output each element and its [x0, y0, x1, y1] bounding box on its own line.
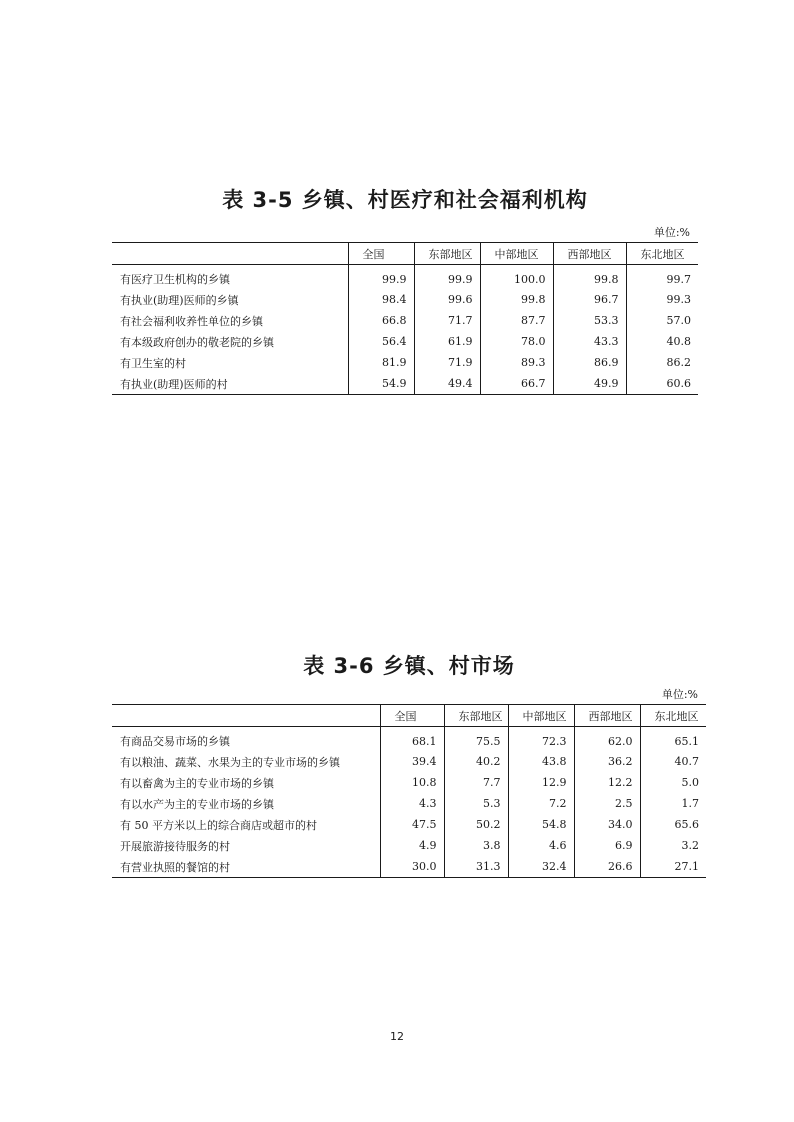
column-header: 全国 — [348, 243, 414, 265]
value-cell: 36.2 — [574, 751, 640, 772]
value-cell: 75.5 — [444, 727, 508, 752]
row-label: 有商品交易市场的乡镇 — [120, 735, 230, 748]
value-cell: 4.6 — [508, 835, 574, 856]
value-cell: 1.7 — [640, 793, 706, 814]
value-cell: 71.7 — [414, 310, 480, 331]
value-cell: 40.7 — [640, 751, 706, 772]
row-label: 有医疗卫生机构的乡镇 — [120, 273, 230, 286]
row-label: 有卫生室的村 — [120, 356, 186, 370]
value-cell: 99.7 — [626, 265, 698, 290]
table-3-6-block — [112, 650, 706, 880]
value-cell: 7.7 — [444, 772, 508, 793]
column-header: 东部地区 — [414, 243, 480, 265]
table-row — [112, 373, 698, 395]
value-cell: 47.5 — [380, 814, 444, 835]
value-cell: 32.4 — [508, 856, 574, 878]
value-cell: 5.0 — [640, 772, 706, 793]
value-cell: 99.8 — [480, 289, 553, 310]
value-cell: 4.3 — [380, 793, 444, 814]
table-row — [112, 331, 698, 352]
column-header: 西部地区 — [553, 243, 626, 265]
row-label: 有社会福利收养性单位的乡镇 — [120, 314, 263, 328]
value-cell: 98.4 — [348, 289, 414, 310]
value-cell: 99.9 — [348, 265, 414, 290]
column-header: 中部地区 — [480, 243, 553, 265]
row-label: 开展旅游接待服务的村 — [120, 839, 230, 853]
value-cell: 72.3 — [508, 727, 574, 752]
column-header: 全国 — [380, 705, 444, 727]
value-cell: 12.9 — [508, 772, 574, 793]
value-cell: 34.0 — [574, 814, 640, 835]
value-cell: 86.9 — [553, 352, 626, 373]
table-header-row — [112, 243, 698, 265]
row-label: 有以水产为主的专业市场的乡镇 — [120, 797, 274, 811]
value-cell: 66.8 — [348, 310, 414, 331]
value-cell: 99.6 — [414, 289, 480, 310]
value-cell: 65.6 — [640, 814, 706, 835]
value-cell: 10.8 — [380, 772, 444, 793]
value-cell: 31.3 — [444, 856, 508, 878]
value-cell: 43.8 — [508, 751, 574, 772]
header-blank-cell — [112, 243, 348, 265]
table-header-row — [112, 705, 706, 727]
value-cell: 81.9 — [348, 352, 414, 373]
row-label: 有以畜禽为主的专业市场的乡镇 — [120, 776, 274, 790]
row-label: 有执业(助理)医师的乡镇 — [120, 293, 239, 307]
table-3-5 — [112, 242, 698, 395]
value-cell: 6.9 — [574, 835, 640, 856]
value-cell: 40.2 — [444, 751, 508, 772]
value-cell: 99.9 — [414, 265, 480, 290]
table-3-5-title: 表 3-5 乡镇、村医疗和社会福利机构 — [222, 188, 588, 212]
column-header: 东部地区 — [444, 705, 508, 727]
value-cell: 49.9 — [553, 373, 626, 395]
value-cell: 40.8 — [626, 331, 698, 352]
value-cell: 68.1 — [380, 727, 444, 752]
column-header: 中部地区 — [508, 705, 574, 727]
value-cell: 60.6 — [626, 373, 698, 395]
value-cell: 62.0 — [574, 727, 640, 752]
value-cell: 53.3 — [553, 310, 626, 331]
value-cell: 5.3 — [444, 793, 508, 814]
value-cell: 100.0 — [480, 265, 553, 290]
value-cell: 4.9 — [380, 835, 444, 856]
table-row — [112, 310, 698, 331]
value-cell: 78.0 — [480, 331, 553, 352]
value-cell: 49.4 — [414, 373, 480, 395]
row-label: 有本级政府创办的敬老院的乡镇 — [120, 335, 274, 349]
table-row — [112, 856, 706, 878]
value-cell: 12.2 — [574, 772, 640, 793]
column-header: 东北地区 — [640, 705, 706, 727]
value-cell: 39.4 — [380, 751, 444, 772]
value-cell: 54.9 — [348, 373, 414, 395]
value-cell: 87.7 — [480, 310, 553, 331]
value-cell: 54.8 — [508, 814, 574, 835]
table-row — [112, 727, 706, 752]
page-number: 12 — [390, 1030, 404, 1043]
value-cell: 66.7 — [480, 373, 553, 395]
value-cell: 7.2 — [508, 793, 574, 814]
row-label: 有营业执照的餐馆的村 — [112, 856, 380, 878]
table-3-6 — [112, 704, 706, 878]
table-row — [112, 814, 706, 835]
value-cell: 86.2 — [626, 352, 698, 373]
value-cell: 96.7 — [553, 289, 626, 310]
row-label: 有执业(助理)医师的村 — [112, 373, 348, 395]
table-3-5-block — [112, 184, 698, 394]
table-3-5-unit: 单位:% — [653, 226, 690, 239]
column-header: 东北地区 — [626, 243, 698, 265]
table-row — [112, 835, 706, 856]
value-cell: 56.4 — [348, 331, 414, 352]
table-3-6-title: 表 3-6 乡镇、村市场 — [303, 654, 515, 678]
value-cell: 3.8 — [444, 835, 508, 856]
value-cell: 57.0 — [626, 310, 698, 331]
value-cell: 71.9 — [414, 352, 480, 373]
table-row — [112, 793, 706, 814]
table-row — [112, 289, 698, 310]
value-cell: 50.2 — [444, 814, 508, 835]
column-header: 西部地区 — [574, 705, 640, 727]
table-3-6-unit: 单位:% — [661, 688, 698, 701]
value-cell: 43.3 — [553, 331, 626, 352]
header-blank-cell — [112, 705, 380, 727]
value-cell: 99.8 — [553, 265, 626, 290]
table-row — [112, 352, 698, 373]
row-label: 有以粮油、蔬菜、水果为主的专业市场的乡镇 — [120, 755, 340, 769]
table-row — [112, 751, 706, 772]
value-cell: 30.0 — [380, 856, 444, 878]
value-cell: 27.1 — [640, 856, 706, 878]
table-row — [112, 265, 698, 290]
value-cell: 99.3 — [626, 289, 698, 310]
value-cell: 89.3 — [480, 352, 553, 373]
value-cell: 65.1 — [640, 727, 706, 752]
row-label: 有 50 平方米以上的综合商店或超市的村 — [120, 818, 317, 832]
value-cell: 3.2 — [640, 835, 706, 856]
value-cell: 2.5 — [574, 793, 640, 814]
value-cell: 26.6 — [574, 856, 640, 878]
value-cell: 61.9 — [414, 331, 480, 352]
table-row — [112, 772, 706, 793]
